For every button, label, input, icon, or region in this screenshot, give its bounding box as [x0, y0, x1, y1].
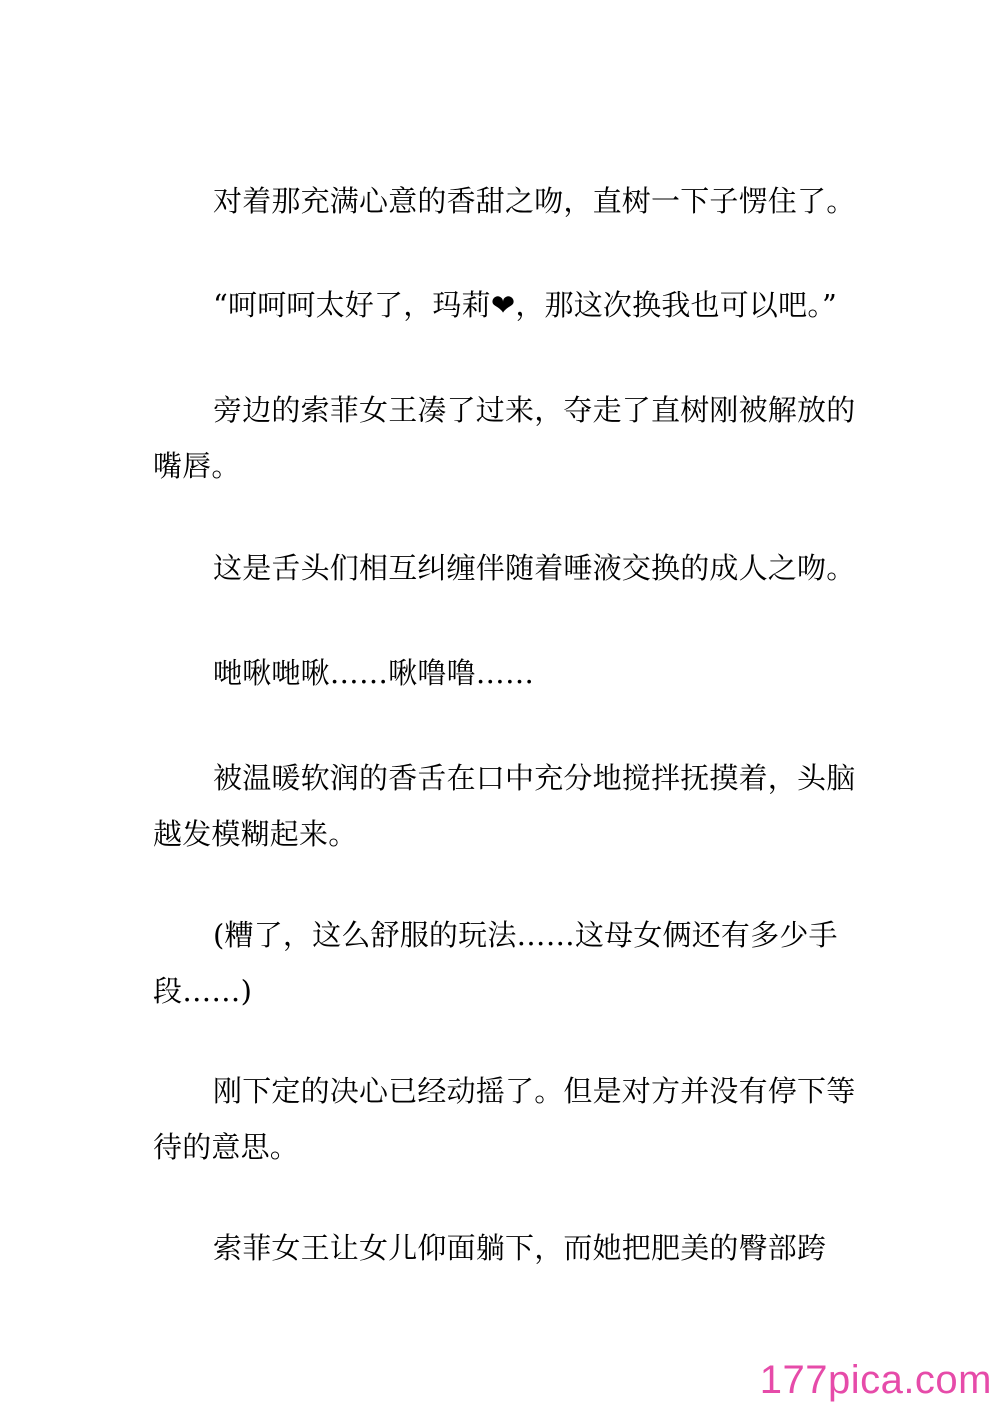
paragraph-6: 被温暖软润的香舌在口中充分地搅拌抚摸着，头脑越发模糊起来。 [153, 761, 856, 851]
paragraph-5: 哋啾哋啾……啾噜噜…… [213, 656, 535, 690]
paragraph-8: 刚下定的决心已经动摇了。但是对方并没有停下等待的意思。 [153, 1074, 856, 1164]
paragraph-9: 索菲女王让女儿仰面躺下，而她把肥美的臀部跨 [213, 1231, 827, 1265]
site-watermark: 177pica.com [759, 1358, 992, 1402]
paragraph-7: (糟了，这么舒服的玩法……这母女俩还有多少手段……) [153, 918, 838, 1008]
paragraph-3: 旁边的索菲女王凑了过来，夺走了直树刚被解放的嘴唇。 [153, 393, 856, 483]
paragraph-2: “呵呵呵太好了，玛莉❤，那这次换我也可以吧。” [213, 288, 838, 322]
paragraph-4: 这是舌头们相互纠缠伴随着唾液交换的成人之吻。 [213, 551, 856, 585]
paragraph-1: 对着那充满心意的香甜之吻，直树一下子愣住了。 [213, 184, 856, 218]
